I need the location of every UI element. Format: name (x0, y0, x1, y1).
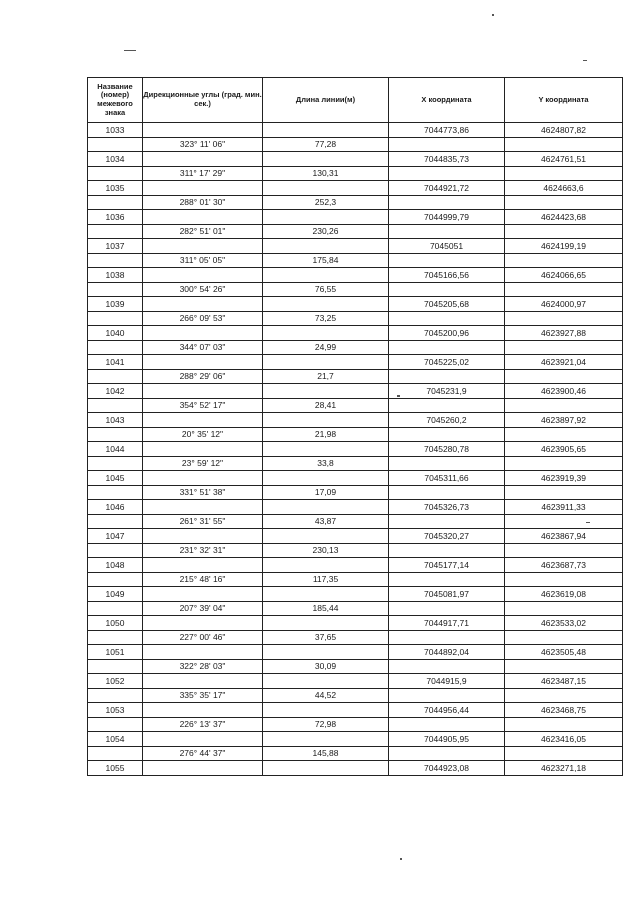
cell-x (389, 514, 505, 529)
cell-length: 145,88 (263, 746, 389, 761)
cell-y: 4624066,65 (505, 268, 623, 283)
cell-x (389, 195, 505, 210)
cell-name: 1046 (88, 500, 143, 515)
cell-angle (143, 413, 263, 428)
cell-length: 185,44 (263, 601, 389, 616)
cell-length: 24,99 (263, 340, 389, 355)
cell-angle (143, 442, 263, 457)
scan-mark (400, 858, 402, 860)
cell-angle: 227° 00' 46" (143, 630, 263, 645)
cell-angle (143, 616, 263, 631)
segment-row (88, 224, 623, 239)
cell-length (263, 326, 389, 341)
segment-row (88, 369, 623, 384)
cell-angle: 226° 13' 37" (143, 717, 263, 732)
cell-angle: 335° 35' 17" (143, 688, 263, 703)
cell-name: 1051 (88, 645, 143, 660)
cell-angle: 20° 35' 12" (143, 427, 263, 442)
cell-length (263, 703, 389, 718)
cell-length: 43,87 (263, 514, 389, 529)
cell-length: 230,13 (263, 543, 389, 558)
cell-name (88, 601, 143, 616)
cell-length (263, 645, 389, 660)
cell-y: 4623921,04 (505, 355, 623, 370)
cell-name: 1040 (88, 326, 143, 341)
segment-row (88, 195, 623, 210)
segment-row (88, 485, 623, 500)
cell-y (505, 398, 623, 413)
cell-y: 4623416,05 (505, 732, 623, 747)
cell-angle (143, 239, 263, 254)
cell-length (263, 732, 389, 747)
segment-row (88, 659, 623, 674)
cell-x (389, 572, 505, 587)
cell-x (389, 166, 505, 181)
cell-length (263, 152, 389, 167)
cell-y: 4624663,6 (505, 181, 623, 196)
cell-length (263, 529, 389, 544)
cell-angle: 266° 09' 53" (143, 311, 263, 326)
cell-y: 4623533,02 (505, 616, 623, 631)
cell-y (505, 340, 623, 355)
cell-angle (143, 674, 263, 689)
point-row (88, 529, 623, 544)
cell-angle (143, 471, 263, 486)
cell-angle (143, 761, 263, 776)
cell-length (263, 761, 389, 776)
cell-y: 4624423,68 (505, 210, 623, 225)
cell-name (88, 717, 143, 732)
point-row (88, 500, 623, 515)
point-row (88, 703, 623, 718)
cell-angle (143, 500, 263, 515)
cell-length: 44,52 (263, 688, 389, 703)
cell-length (263, 471, 389, 486)
cell-name (88, 166, 143, 181)
cell-name: 1041 (88, 355, 143, 370)
cell-x (389, 224, 505, 239)
cell-y (505, 224, 623, 239)
cell-y: 4624000,97 (505, 297, 623, 312)
cell-length (263, 297, 389, 312)
cell-name (88, 340, 143, 355)
cell-y (505, 746, 623, 761)
point-row (88, 326, 623, 341)
cell-x: 7044921,72 (389, 181, 505, 196)
cell-y: 4624761,51 (505, 152, 623, 167)
cell-x (389, 282, 505, 297)
cell-length: 21,98 (263, 427, 389, 442)
cell-y: 4623271,18 (505, 761, 623, 776)
cell-angle: 231° 32' 31" (143, 543, 263, 558)
cell-x (389, 688, 505, 703)
segment-row (88, 253, 623, 268)
cell-x (389, 746, 505, 761)
cell-angle (143, 297, 263, 312)
cell-y (505, 427, 623, 442)
cell-y: 4623487,15 (505, 674, 623, 689)
segment-row (88, 398, 623, 413)
cell-name (88, 369, 143, 384)
cell-y (505, 195, 623, 210)
cell-y (505, 253, 623, 268)
header-length: Длина линии(м) (263, 78, 389, 123)
cell-x (389, 253, 505, 268)
cell-x: 7044915,9 (389, 674, 505, 689)
cell-angle: 344° 07' 03" (143, 340, 263, 355)
point-row (88, 181, 623, 196)
cell-length: 30,09 (263, 659, 389, 674)
cell-y: 4623619,08 (505, 587, 623, 602)
cell-angle (143, 326, 263, 341)
scan-mark (583, 60, 587, 61)
cell-y: 4623905,65 (505, 442, 623, 457)
cell-x: 7045231,9 (389, 384, 505, 399)
cell-y: 4623900,46 (505, 384, 623, 399)
cell-length (263, 558, 389, 573)
cell-length: 37,65 (263, 630, 389, 645)
cell-x: 7044892,04 (389, 645, 505, 660)
cell-name (88, 282, 143, 297)
cell-name: 1048 (88, 558, 143, 573)
header-angle: Дирекционные углы (град. мин. сек.) (143, 78, 263, 123)
cell-y: 4623911,33 (505, 500, 623, 515)
cell-x (389, 340, 505, 355)
table-header-row (88, 78, 623, 123)
cell-x (389, 398, 505, 413)
cell-x: 7045166,56 (389, 268, 505, 283)
cell-length: 21,7 (263, 369, 389, 384)
cell-x: 7045225,02 (389, 355, 505, 370)
cell-x (389, 601, 505, 616)
cell-y: 4623927,88 (505, 326, 623, 341)
point-row (88, 355, 623, 370)
point-row (88, 645, 623, 660)
cell-y (505, 456, 623, 471)
cell-x: 7045280,78 (389, 442, 505, 457)
cell-name (88, 224, 143, 239)
cell-y (505, 572, 623, 587)
cell-name (88, 572, 143, 587)
cell-length (263, 355, 389, 370)
cell-y (505, 659, 623, 674)
cell-x: 7044773,86 (389, 123, 505, 138)
cell-name: 1049 (88, 587, 143, 602)
cell-length: 252,3 (263, 195, 389, 210)
cell-y (505, 514, 623, 529)
segment-row (88, 717, 623, 732)
cell-length: 28,41 (263, 398, 389, 413)
cell-x: 7044917,71 (389, 616, 505, 631)
point-row (88, 442, 623, 457)
cell-angle (143, 529, 263, 544)
cell-name: 1034 (88, 152, 143, 167)
cell-name (88, 427, 143, 442)
cell-name: 1044 (88, 442, 143, 457)
cell-angle (143, 587, 263, 602)
cell-x: 7044905,95 (389, 732, 505, 747)
cell-length: 76,55 (263, 282, 389, 297)
coordinates-table (87, 77, 623, 776)
cell-name (88, 543, 143, 558)
segment-row (88, 311, 623, 326)
cell-angle: 288° 01' 30" (143, 195, 263, 210)
cell-x (389, 630, 505, 645)
point-row (88, 123, 623, 138)
cell-length: 230,26 (263, 224, 389, 239)
cell-x: 7044956,44 (389, 703, 505, 718)
cell-angle: 261° 31' 55" (143, 514, 263, 529)
cell-y: 4623468,75 (505, 703, 623, 718)
cell-y (505, 717, 623, 732)
cell-y (505, 137, 623, 152)
cell-angle: 276° 44' 37" (143, 746, 263, 761)
cell-angle (143, 645, 263, 660)
cell-angle: 311° 17' 29" (143, 166, 263, 181)
cell-angle (143, 268, 263, 283)
cell-x (389, 456, 505, 471)
cell-name: 1055 (88, 761, 143, 776)
point-row (88, 761, 623, 776)
cell-y (505, 282, 623, 297)
cell-y: 4623867,94 (505, 529, 623, 544)
cell-length (263, 413, 389, 428)
point-row (88, 732, 623, 747)
cell-name (88, 253, 143, 268)
cell-x: 7045260,2 (389, 413, 505, 428)
cell-name: 1053 (88, 703, 143, 718)
point-row (88, 384, 623, 399)
cell-length (263, 674, 389, 689)
cell-name (88, 456, 143, 471)
cell-name: 1037 (88, 239, 143, 254)
segment-row (88, 746, 623, 761)
cell-angle: 215° 48' 16" (143, 572, 263, 587)
cell-length: 73,25 (263, 311, 389, 326)
scan-mark (492, 14, 494, 16)
cell-angle (143, 210, 263, 225)
cell-x: 7045205,68 (389, 297, 505, 312)
cell-angle: 288° 29' 06" (143, 369, 263, 384)
cell-angle: 207° 39' 04" (143, 601, 263, 616)
point-row (88, 268, 623, 283)
cell-angle (143, 703, 263, 718)
header-name: Название (номер) межевого знака (88, 78, 143, 123)
segment-row (88, 572, 623, 587)
cell-name (88, 398, 143, 413)
cell-x (389, 369, 505, 384)
cell-y (505, 166, 623, 181)
cell-name (88, 746, 143, 761)
cell-length: 175,84 (263, 253, 389, 268)
cell-y: 4623897,92 (505, 413, 623, 428)
cell-x (389, 311, 505, 326)
segment-row (88, 630, 623, 645)
segment-row (88, 166, 623, 181)
cell-name: 1042 (88, 384, 143, 399)
cell-y (505, 630, 623, 645)
cell-x: 7045051 (389, 239, 505, 254)
cell-angle (143, 558, 263, 573)
cell-x (389, 543, 505, 558)
cell-length: 17,09 (263, 485, 389, 500)
cell-x: 7045311,66 (389, 471, 505, 486)
cell-x: 7045320,27 (389, 529, 505, 544)
segment-row (88, 427, 623, 442)
cell-x: 7045200,96 (389, 326, 505, 341)
header-x: X координата (389, 78, 505, 123)
cell-name: 1052 (88, 674, 143, 689)
cell-x: 7044835,73 (389, 152, 505, 167)
cell-angle: 354° 52' 17" (143, 398, 263, 413)
cell-x: 7044999,79 (389, 210, 505, 225)
cell-y (505, 311, 623, 326)
point-row (88, 239, 623, 254)
segment-row (88, 601, 623, 616)
cell-length: 77,28 (263, 137, 389, 152)
cell-length: 72,98 (263, 717, 389, 732)
cell-angle: 23° 59' 12" (143, 456, 263, 471)
cell-name: 1035 (88, 181, 143, 196)
cell-x: 7045177,14 (389, 558, 505, 573)
segment-row (88, 456, 623, 471)
cell-angle (143, 355, 263, 370)
cell-name (88, 485, 143, 500)
cell-name (88, 195, 143, 210)
point-row (88, 587, 623, 602)
scan-mark (124, 50, 136, 51)
cell-name: 1033 (88, 123, 143, 138)
cell-angle (143, 181, 263, 196)
cell-y (505, 369, 623, 384)
cell-length: 33,8 (263, 456, 389, 471)
cell-length (263, 268, 389, 283)
cell-x (389, 717, 505, 732)
cell-length: 130,31 (263, 166, 389, 181)
cell-length (263, 239, 389, 254)
cell-name: 1045 (88, 471, 143, 486)
cell-angle (143, 123, 263, 138)
cell-length (263, 500, 389, 515)
cell-x (389, 659, 505, 674)
segment-row (88, 137, 623, 152)
segment-row (88, 340, 623, 355)
cell-name: 1050 (88, 616, 143, 631)
point-row (88, 297, 623, 312)
cell-name: 1054 (88, 732, 143, 747)
cell-length (263, 442, 389, 457)
cell-angle: 311° 05' 05" (143, 253, 263, 268)
point-row (88, 674, 623, 689)
cell-angle: 282° 51' 01" (143, 224, 263, 239)
cell-y (505, 485, 623, 500)
segment-row (88, 543, 623, 558)
cell-name (88, 311, 143, 326)
cell-x (389, 485, 505, 500)
segment-row (88, 282, 623, 297)
cell-length (263, 587, 389, 602)
cell-x (389, 137, 505, 152)
cell-name: 1043 (88, 413, 143, 428)
cell-name (88, 137, 143, 152)
cell-name (88, 630, 143, 645)
cell-length (263, 181, 389, 196)
cell-y: 4623919,39 (505, 471, 623, 486)
cell-y (505, 543, 623, 558)
cell-length (263, 123, 389, 138)
point-row (88, 471, 623, 486)
cell-name (88, 659, 143, 674)
cell-angle: 331° 51' 38" (143, 485, 263, 500)
point-row (88, 616, 623, 631)
cell-length (263, 210, 389, 225)
cell-name: 1039 (88, 297, 143, 312)
cell-angle: 300° 54' 26" (143, 282, 263, 297)
segment-row (88, 688, 623, 703)
cell-length: 117,35 (263, 572, 389, 587)
cell-y: 4623687,73 (505, 558, 623, 573)
cell-y: 4624807,82 (505, 123, 623, 138)
cell-angle (143, 152, 263, 167)
cell-name: 1036 (88, 210, 143, 225)
cell-name: 1047 (88, 529, 143, 544)
cell-x: 7045081,97 (389, 587, 505, 602)
cell-length (263, 616, 389, 631)
header-y: Y координата (505, 78, 623, 123)
cell-angle: 322° 28' 03" (143, 659, 263, 674)
cell-name (88, 688, 143, 703)
cell-y: 4623505,48 (505, 645, 623, 660)
point-row (88, 558, 623, 573)
cell-length (263, 384, 389, 399)
point-row (88, 413, 623, 428)
cell-x: 7045326,73 (389, 500, 505, 515)
cell-y (505, 688, 623, 703)
cell-name: 1038 (88, 268, 143, 283)
cell-y: 4624199,19 (505, 239, 623, 254)
cell-angle (143, 732, 263, 747)
point-row (88, 210, 623, 225)
cell-angle (143, 384, 263, 399)
table-body (88, 123, 623, 776)
segment-row (88, 514, 623, 529)
cell-angle: 323° 11' 06" (143, 137, 263, 152)
point-row (88, 152, 623, 167)
cell-y (505, 601, 623, 616)
cell-x: 7044923,08 (389, 761, 505, 776)
cell-x (389, 427, 505, 442)
cell-name (88, 514, 143, 529)
